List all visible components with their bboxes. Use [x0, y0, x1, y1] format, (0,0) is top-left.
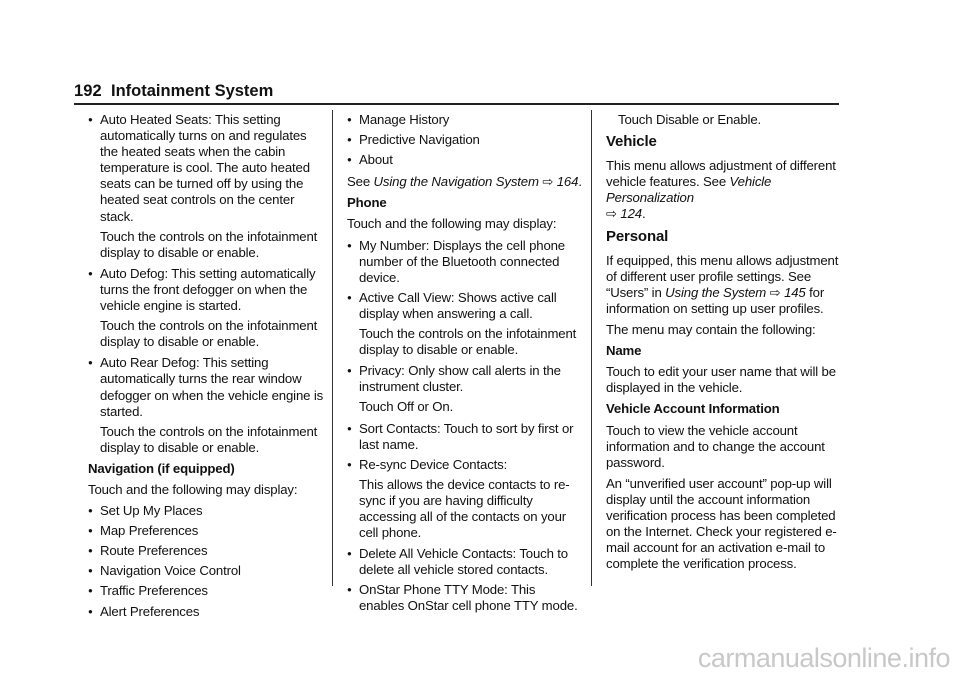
list-item: ● My Number: Displays the cell phone number of the Bluetooth connected device. — [347, 238, 583, 286]
paragraph: If equipped, this menu allows adjustment of different user profile settings. See “Users” in Using the System ⇨ 145 for information on setting up user profiles. — [606, 252, 839, 316]
paragraph: Touch to view the vehicle account information and to change the account password. — [606, 422, 825, 470]
list-item: ● Auto Defog: This setting automatically turns the front defogger on when the vehicle engine is started. — [88, 266, 324, 314]
column-1 — [88, 112, 324, 624]
paragraph: The menu may contain the following: — [606, 322, 816, 338]
list-item: ● Auto Rear Defog: This setting automatically turns the rear window defogger on when the vehicle engine is started. — [88, 355, 324, 419]
page-number: 192 — [74, 82, 102, 100]
list-item: ● Active Call View: Shows active call display when answering a call. — [347, 290, 583, 322]
list-item: ● Delete All Vehicle Contacts: Touch to delete all vehicle stored contacts. — [347, 546, 583, 578]
list-item: ● Alert Preferences — [88, 604, 324, 620]
section-label-name: Name — [606, 343, 642, 359]
reference-title[interactable]: Using the System — [665, 284, 767, 300]
list-item: ● Sort Contacts: Touch to sort by first or last name. — [347, 421, 583, 453]
paragraph: Touch to edit your user name that will be displayed in the vehicle. — [606, 364, 836, 396]
paragraph: An “unverified user account” pop-up will display until the account information verification process has been completed on the Internet. Check your registered e-mail account for an activation e-mail to complete the verification process. — [606, 475, 837, 572]
list-item: ● About — [347, 152, 583, 168]
reference-page[interactable]: 164 — [556, 174, 579, 190]
list-item: ● Route Preferences — [88, 543, 324, 559]
arrow-icon: ⇨ — [542, 174, 554, 190]
arrow-icon: ⇨ — [606, 206, 617, 222]
section-label-navigation: Navigation (if equipped) — [88, 460, 235, 476]
paragraph: This menu allows adjustment of different vehicle features. See Vehicle Personalization ⇨ 124. — [606, 158, 836, 222]
reference-page[interactable]: 145 — [784, 284, 806, 300]
cross-reference: See Using the Navigation System ⇨ 164. — [347, 174, 582, 190]
arrow-icon: ⇨ — [769, 284, 781, 300]
reference-title[interactable]: Using the Navigation System — [373, 174, 539, 190]
header-rule — [74, 103, 839, 105]
list-item-note: Touch the controls on the infotainment display to disable or enable. — [100, 318, 318, 350]
list-item: ● Set Up My Places — [88, 503, 324, 519]
list-item-note: Touch Off or On. — [359, 399, 454, 415]
list-item: ● Navigation Voice Control — [88, 563, 324, 579]
list-item: ● Privacy: Only show call alerts in the instrument cluster. — [347, 363, 583, 395]
column-divider-2 — [591, 110, 592, 586]
column-divider-1 — [332, 110, 333, 586]
list-item-note: Touch the controls on the infotainment display to disable or enable. — [100, 423, 318, 455]
reference-title[interactable]: Vehicle Personalization — [606, 174, 772, 206]
list-item: ● Predictive Navigation — [347, 132, 583, 148]
list-item-note: Touch the controls on the infotainment display to disable or enable. — [100, 228, 318, 260]
list-item-note: This allows the device contacts to re-sync if you are having difficulty accessing all of the contacts on your cell phone. — [359, 476, 570, 541]
paragraph: Touch and the following may display: — [347, 216, 557, 232]
list-item: ● Auto Heated Seats: This setting automatically turns on and regulates the heated seats when the cabin temperature is cool. The auto heated seats can be turned off by using the heated seat controls on the center stack. — [88, 112, 324, 225]
section-heading-vehicle: Vehicle — [606, 133, 657, 151]
watermark: carmanualsonline.info — [697, 643, 950, 673]
section-label-phone: Phone — [347, 195, 387, 211]
paragraph: Touch and the following may display: — [88, 481, 298, 497]
column-2 — [347, 112, 583, 619]
page-title: Infotainment System — [111, 82, 274, 100]
section-heading-personal: Personal — [606, 227, 669, 245]
list-item: ● Re-sync Device Contacts: — [347, 457, 583, 473]
section-label-account: Vehicle Account Information — [606, 401, 780, 417]
list-item: ● Manage History — [347, 112, 583, 128]
column-3 — [606, 112, 846, 577]
list-item: ● Traffic Preferences — [88, 583, 324, 599]
list-item-note: Touch Disable or Enable. — [618, 112, 762, 127]
list-item-note: Touch the controls on the infotainment display to disable or enable. — [359, 326, 577, 358]
list-item: ● OnStar Phone TTY Mode: This enables OnStar cell phone TTY mode. — [347, 582, 583, 614]
list-item: ● Map Preferences — [88, 523, 324, 539]
reference-page[interactable]: 124 — [620, 206, 642, 222]
